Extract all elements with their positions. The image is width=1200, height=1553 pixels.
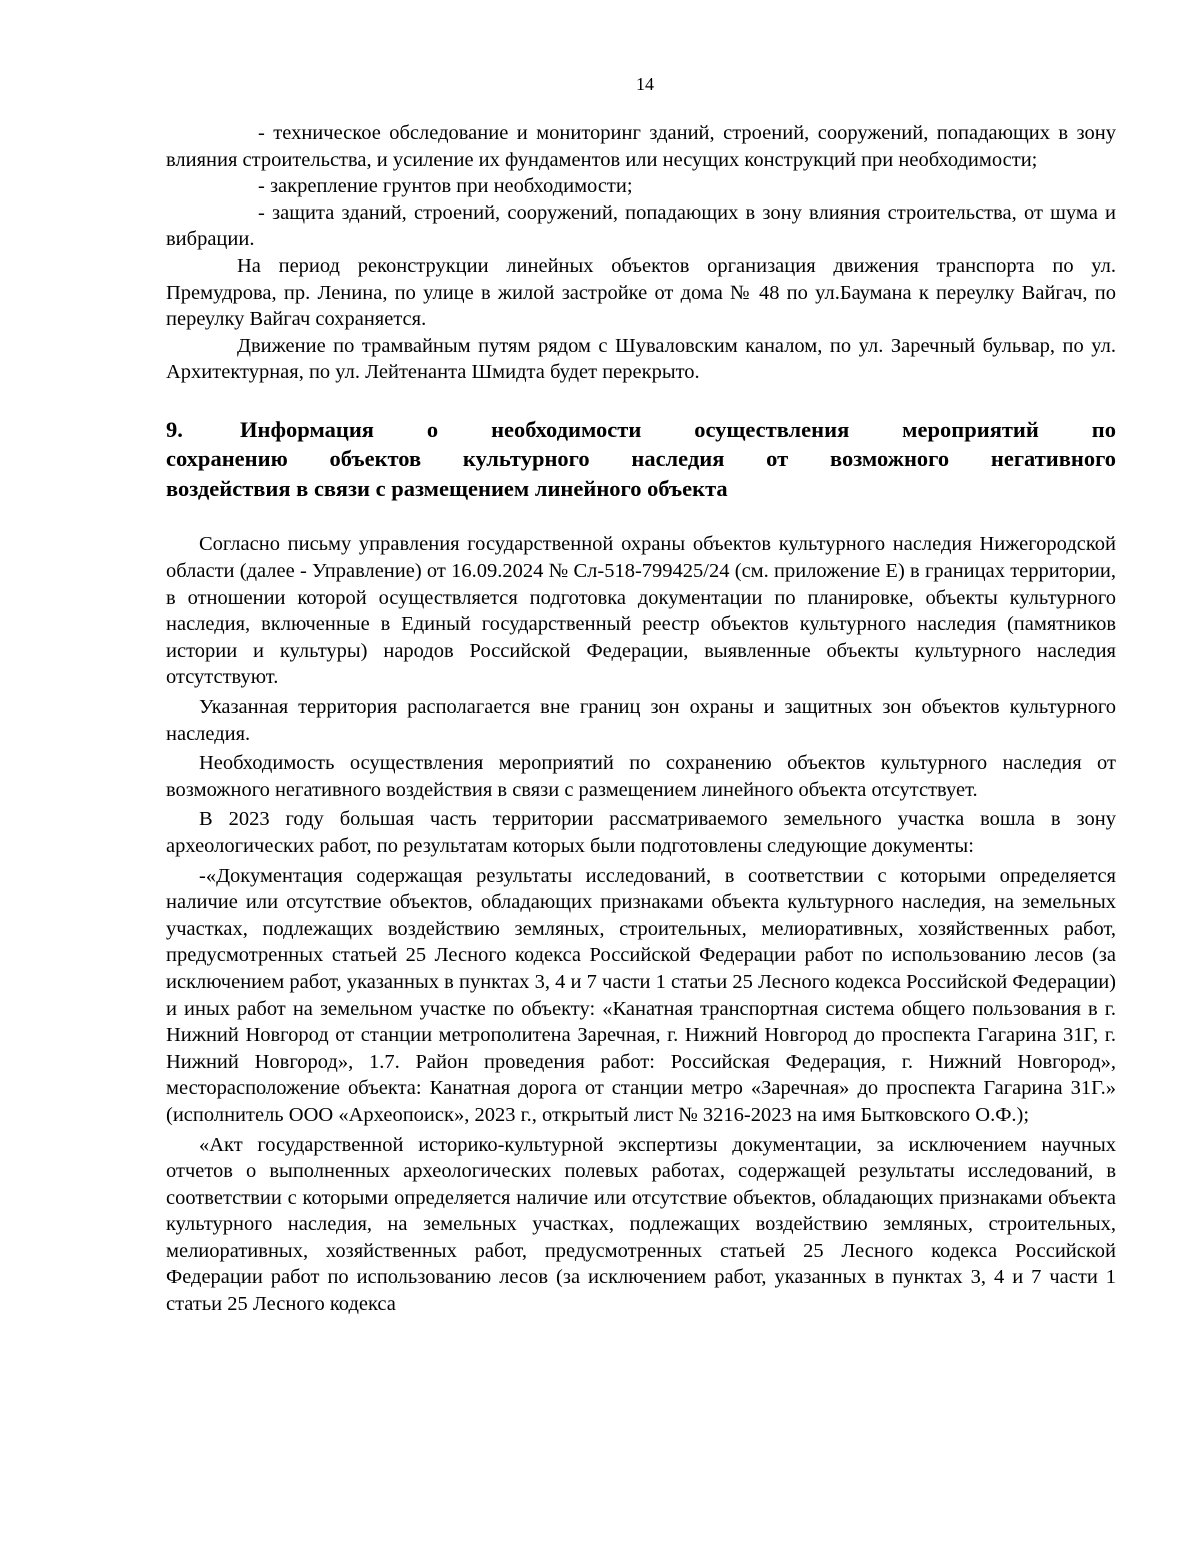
section-title-part: Информация о необходимости осуществления мероприятий по <box>240 416 1116 442</box>
list-item: - защита зданий, строений, сооружений, попадающих в зону влияния строительства, от шума и вибрации. <box>166 201 1116 251</box>
list-item: - закрепление грунтов при необходимости; <box>258 175 633 198</box>
paragraph: «Акт государственной историко-культурной экспертизы документации, за исключением научных отчетов о выполненных археологических полевых работах, содержащей результаты исследований, в соответствии с которыми определяется наличие или отсутствие объектов, обладающих признаками объекта культурного наследия, на земельных участках, подлежащих воздействию земляных, строительных, мелиоративных, хозяйственных работ, предусмотренных статьей 25 Лесного кодекса Российской Федерации работ по использованию лесов (за исключением работ, указанных в пунктах 3, 4 и 7 части 1 статьи 25 Лесного кодекса <box>166 1133 1116 1316</box>
section-heading <box>166 415 1116 504</box>
paragraph: Указанная территория располагается вне границ зон охраны и защитных зон объектов культурного наследия. <box>166 696 1116 745</box>
section-heading-line-3: воздействия в связи с размещением линейного объекта <box>166 475 728 501</box>
paragraph: -«Документация содержащая результаты исследований, в соответствии с которыми определяется наличие или отсутствие объектов, обладающих признаками объекта культурного наследия, на земельных участках, подлежащих воздействию земляных, строительных, мелиоративных, хозяйственных работ, предусмотренных статьей 25 Лесного кодекса Российской Федерации работ по использованию лесов (за исключением работ, указанных в пунктах 3, 4 и 7 части 1 статьи 25 Лесного кодекса Российской Федерации) и иных работ на земельном участке по объекту: «Канатная транспортная система общего пользования в г. Нижний Новгород от станции метрополитена Заречная, г. Нижний Новгород до проспекта Гагарина 31Г, г. Нижний Новгород», 1.7. Район проведения работ: Российская Федерация, г. Нижний Новгород», месторасположение объекта: Канатная дорога от станции метро «Заречная» до проспекта Гагарина 31Г.» (исполнитель ООО «Археопоиск», 2023 г., открытый лист № 3216-2023 на имя Бытковского О.Ф.); <box>166 864 1116 1126</box>
paragraph: Необходимость осуществления мероприятий по сохранению объектов культурного наследия от возможного негативного воздействия в связи с размещением линейного объекта отсутствует. <box>166 752 1116 801</box>
list-item: - техническое обследование и мониторинг зданий, строений, сооружений, попадающих в зону влияния строительства, и усиление их фундаментов или несущих конструкций при необходимости; <box>166 122 1116 171</box>
section-heading-line-2: сохранению объектов культурного наследия от возможного негативного <box>166 446 1116 472</box>
paragraph: Согласно письму управления государственной охраны объектов культурного наследия Нижегородской области (далее - Управление) от 16.09.2024 № Сл-518-799425/24 (см. приложение Е) в границах территории, в отношении которой осуществляется подготовка документации по планировке, объекты культурного наследия, включенные в Единый государственный реестр объектов культурного наследия (памятников истории и культуры) народов Российской Федерации, выявленные объекты культурного наследия отсутствуют. <box>166 533 1116 689</box>
section-heading-line-1 <box>166 415 1116 445</box>
paragraph: В 2023 году большая часть территории рассматриваемого земельного участка вошла в зону археологических работ, по результатам которых были подготовлены следующие документы: <box>166 808 1116 857</box>
paragraph: На период реконструкции линейных объектов организация движения транспорта по ул. Премудрова, пр. Ленина, по улице в жилой застройке от дома № 48 по ул.Баумана к переулку Вайгач, по переулку Вайгач сохраняется. <box>166 254 1116 331</box>
page-number: 14 <box>636 74 654 94</box>
document-body <box>166 120 1116 1318</box>
section-number: 9. <box>166 416 183 442</box>
paragraph: Движение по трамвайным путям рядом с Шуваловским каналом, по ул. Заречный бульвар, по ул. Архитектурная, по ул. Лейтенанта Шмидта будет перекрыто. <box>166 334 1116 384</box>
